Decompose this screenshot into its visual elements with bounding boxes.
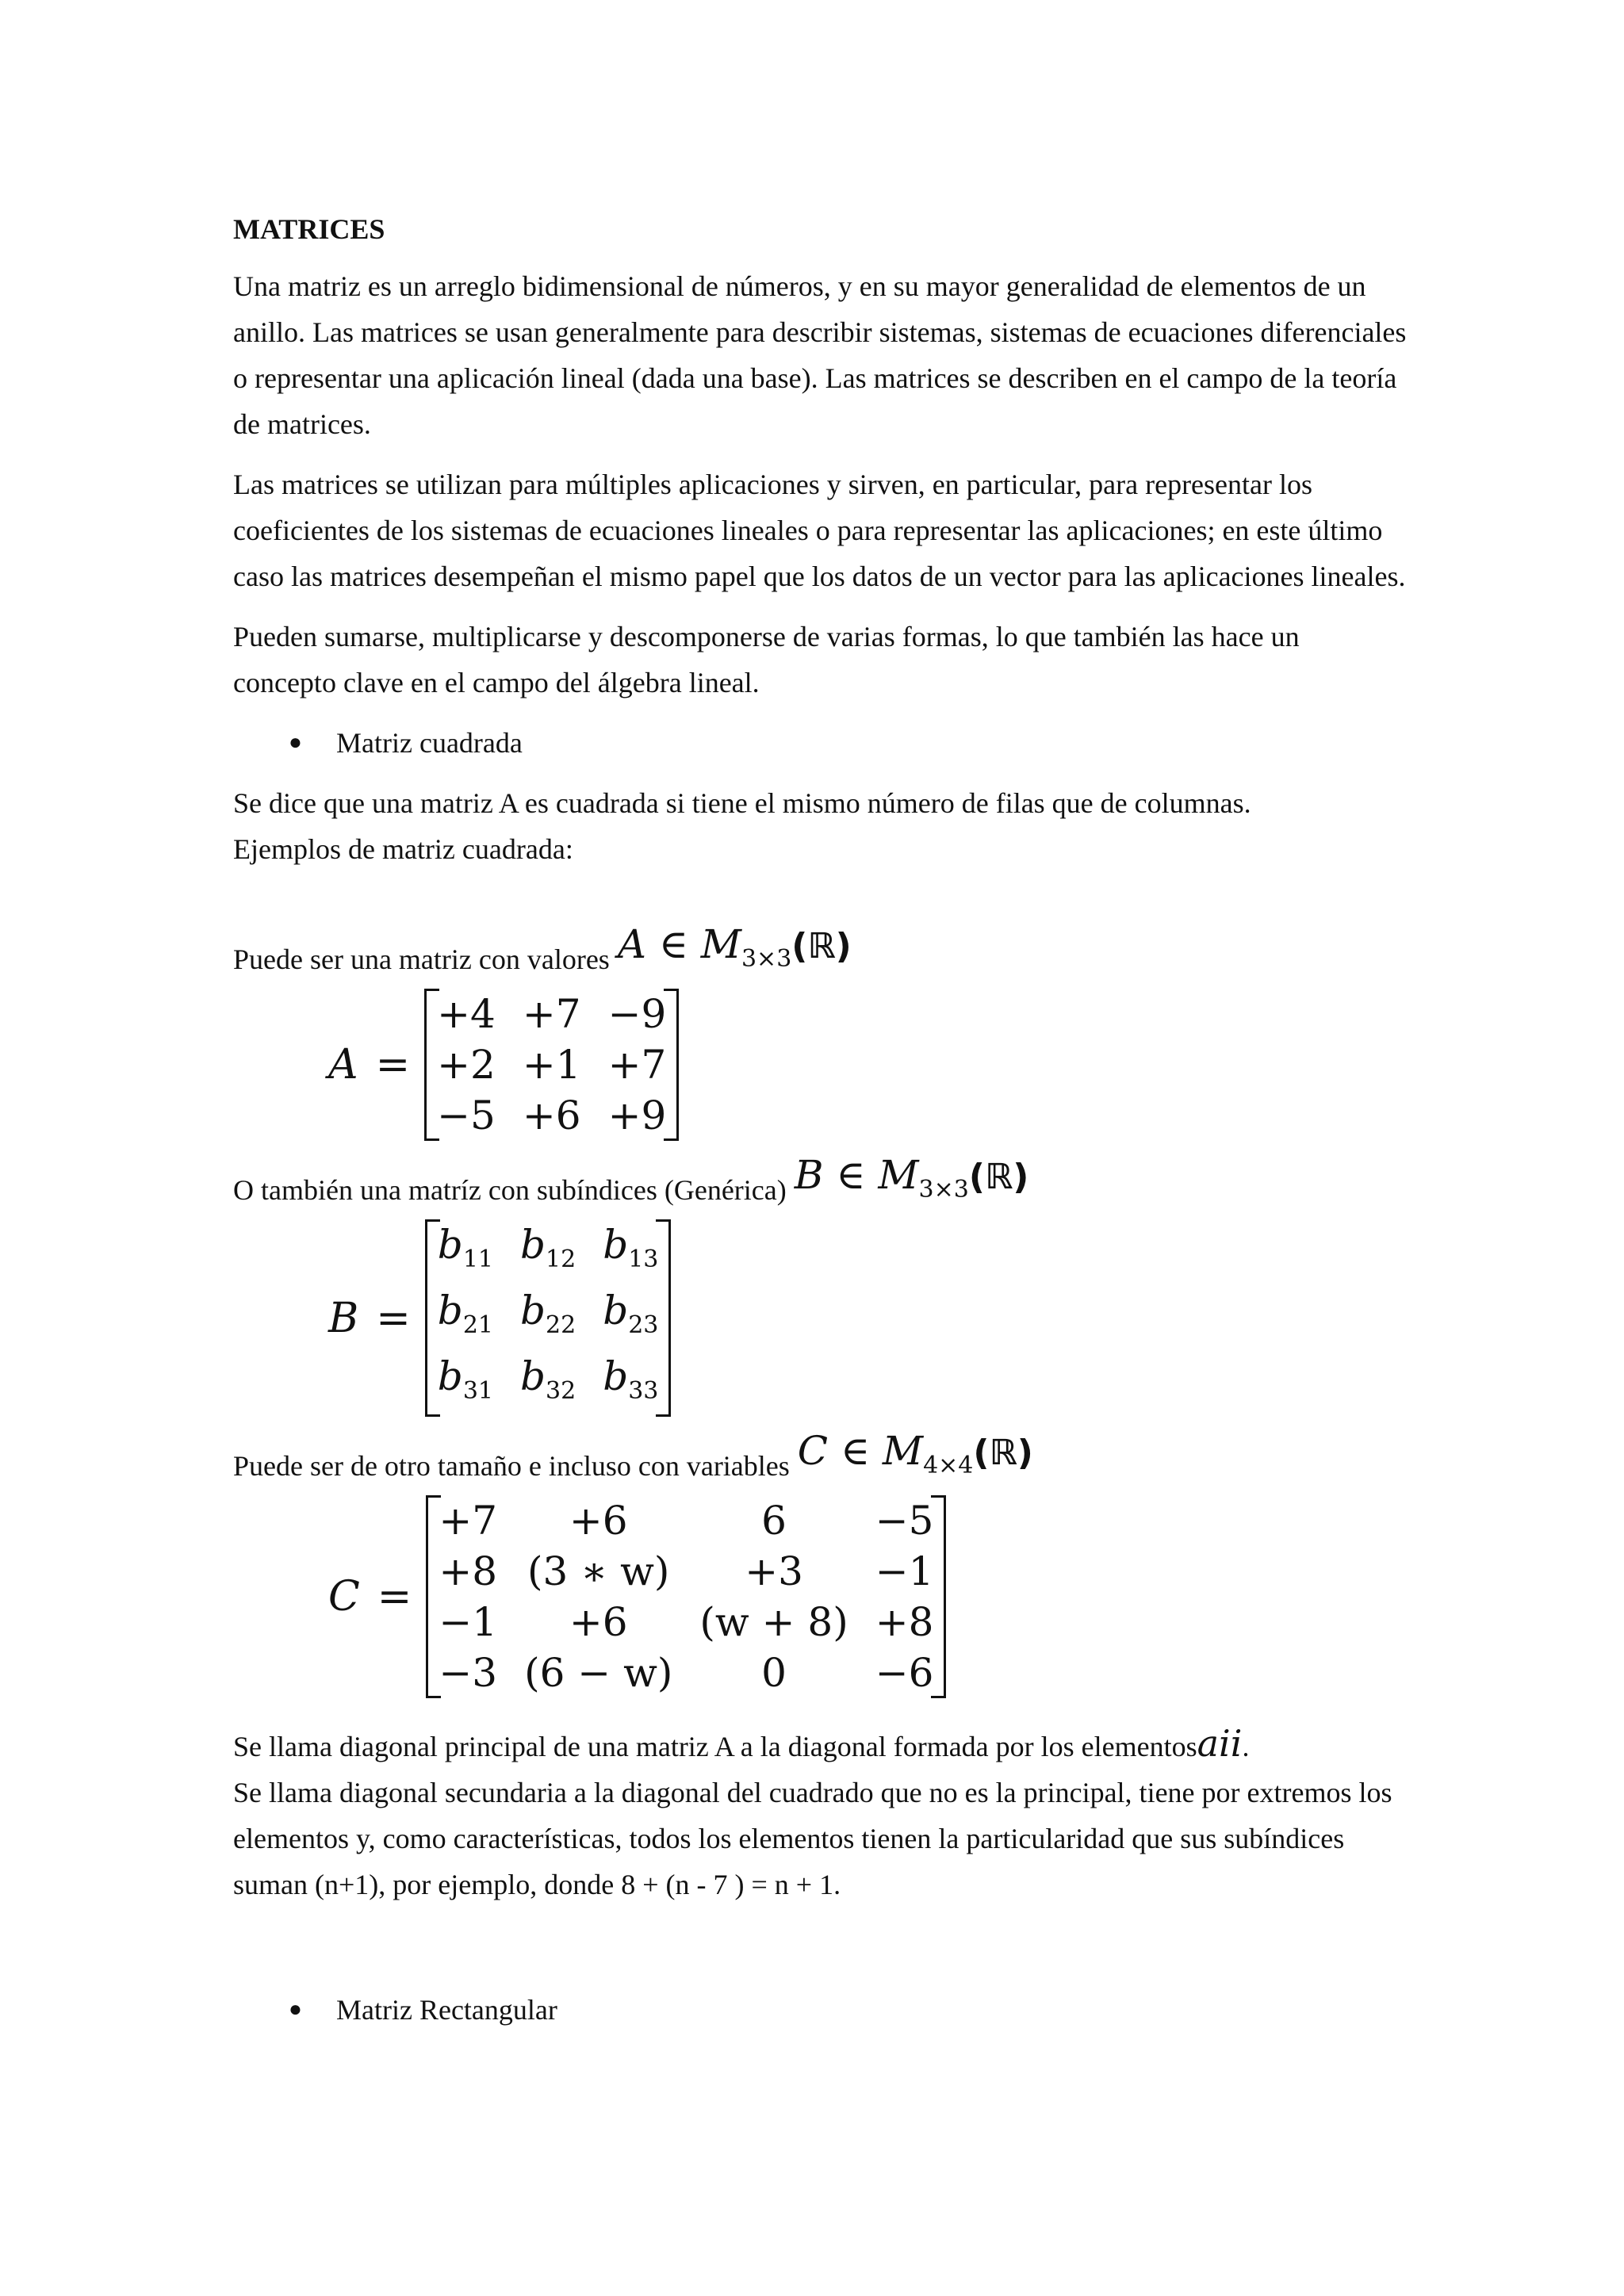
intro-paragraph-1: Una matriz es un arreglo bidimensional de números, y en su mayor generalidad de elementos de un anillo. Las matrices se usan generalmente para describir sistemas, sistemas de ecuaciones diferenciales o representar una aplicación lineal (dada una base). Las matrices se describen en el campo de la teoría de matrices. [233, 270, 1407, 440]
matrix-c-eq: = [377, 1573, 412, 1621]
matrix-cell: −5 [875, 1498, 934, 1544]
matrix-cell: +6 [569, 1599, 628, 1645]
bullet-label: Matriz cuadrada [336, 727, 523, 759]
matrix-cell: +6 [522, 1093, 581, 1138]
matrix-cell: +2 [437, 1042, 496, 1088]
matrix-c [426, 1495, 946, 1698]
matrix-b-name: B [328, 1294, 359, 1342]
matrix-cell: $b_{32}$ [520, 1353, 576, 1405]
matrix-a-eq: = [375, 1041, 411, 1089]
matrix-cell: $b_{13}$ [603, 1222, 659, 1273]
spacer [233, 886, 1407, 921]
matrix-cell: −3 [439, 1650, 498, 1696]
matrix-cell: $b_{23}$ [603, 1288, 659, 1339]
bullet-dot-icon: ● [289, 1997, 302, 2022]
example-a-math: A ∈ $M_{3\times 3}(ℝ)$ [617, 921, 852, 973]
matrix-cell: $b_{22}$ [520, 1288, 576, 1339]
spacer [233, 1709, 1407, 1720]
bullet-dot-icon: ● [289, 730, 302, 755]
example-b-text: O también una matríz con subíndices (Genérica) [233, 1174, 787, 1206]
matrix-cell: $b_{21}$ [437, 1288, 493, 1339]
matrix-cell: 0 [761, 1650, 787, 1696]
example-b-math: B ∈ $M_{3\times 3}(ℝ)$ [794, 1152, 1029, 1203]
matrix-cell: 6 [761, 1498, 787, 1544]
matrix-cell: +7 [607, 1042, 667, 1088]
matrix-cell: +3 [745, 1548, 803, 1594]
matrix-cell: +6 [569, 1498, 628, 1544]
matrix-cell: +4 [437, 991, 496, 1037]
bullet-matriz-cuadrada [233, 720, 1407, 766]
matrix-c-block [328, 1495, 1407, 1698]
matrix-a-name: A [328, 1041, 358, 1089]
diag-principal-math: aii [1197, 1722, 1243, 1765]
matrix-cell: $b_{11}$ [437, 1222, 493, 1273]
matrix-cell: −1 [875, 1548, 934, 1594]
page-title: MATRICES [233, 213, 385, 245]
matrix-cell: $b_{12}$ [520, 1222, 576, 1273]
matrix-cell: $b_{33}$ [603, 1353, 659, 1405]
example-b-line [233, 1152, 1407, 1213]
matrix-b [425, 1219, 672, 1417]
matrix-cell: +9 [607, 1093, 667, 1138]
intro-paragraph-2: Las matrices se utilizan para múltiples aplicaciones y sirven, en particular, para representar los coeficientes de los sistemas de ecuaciones lineales o para representar las aplicaciones; en este último caso las matrices desempeñan el mismo papel que los datos de un vector para las aplicaciones lineales. [233, 469, 1406, 592]
spacer [233, 1908, 1407, 1987]
intro-paragraph-3: Pueden sumarse, multiplicarse y descomponerse de varias formas, lo que también las hace un concepto clave en el campo del álgebra lineal. [233, 621, 1300, 698]
matrix-cell: +1 [522, 1042, 581, 1088]
square-definition: Se dice que una matriz A es cuadrada si tiene el mismo número de filas que de columnas. [233, 787, 1251, 819]
matrix-cell: +7 [439, 1498, 498, 1544]
diagonal-secundaria: Se llama diagonal secundaria a la diagonal del cuadrado que no es la principal, tiene por extremos los elementos y, como características, todos los elementos tienen la particularidad que sus subíndices suman (n+1), por ejemplo, donde 8 + (n - 7 ) = n + 1. [233, 1777, 1392, 1900]
example-c-math: C ∈ $M_{4\times 4}(ℝ)$ [797, 1428, 1033, 1479]
matrix-a-block [328, 989, 1407, 1141]
bullet-label: Matriz Rectangular [336, 1994, 557, 2026]
matrix-cell: $b_{31}$ [437, 1353, 493, 1405]
square-examples-label: Ejemplos de matriz cuadrada: [233, 833, 573, 865]
example-c-text: Puede ser de otro tamaño e incluso con variables [233, 1450, 790, 1482]
matrix-cell: −1 [439, 1599, 498, 1645]
bullet-matriz-rectangular [233, 1987, 1407, 2033]
document-content [233, 212, 1407, 2047]
matrix-cell: −6 [875, 1650, 934, 1696]
matrix-cell: +8 [875, 1599, 934, 1645]
matrix-cell: −5 [437, 1093, 496, 1138]
example-c-line [233, 1428, 1407, 1489]
matrix-cell: (6 − w) [524, 1650, 673, 1696]
matrix-cell: (3 ∗ w) [527, 1548, 670, 1594]
matrix-cell: −9 [607, 991, 667, 1037]
matrix-b-block [328, 1219, 1407, 1417]
matrix-cell: (w + 8) [699, 1599, 848, 1645]
matrix-b-eq: = [376, 1294, 411, 1342]
example-a-line [233, 921, 1407, 982]
example-a-text: Puede ser una matriz con valores [233, 943, 610, 975]
matrix-cell: +7 [522, 991, 581, 1037]
matrix-c-name: C [328, 1573, 360, 1621]
matrix-cell: +8 [439, 1548, 498, 1594]
diagonal-principal: Se llama diagonal principal de una matriz A a la diagonal formada por los elementosaii. [233, 1722, 1250, 1765]
matrix-a [424, 989, 679, 1141]
